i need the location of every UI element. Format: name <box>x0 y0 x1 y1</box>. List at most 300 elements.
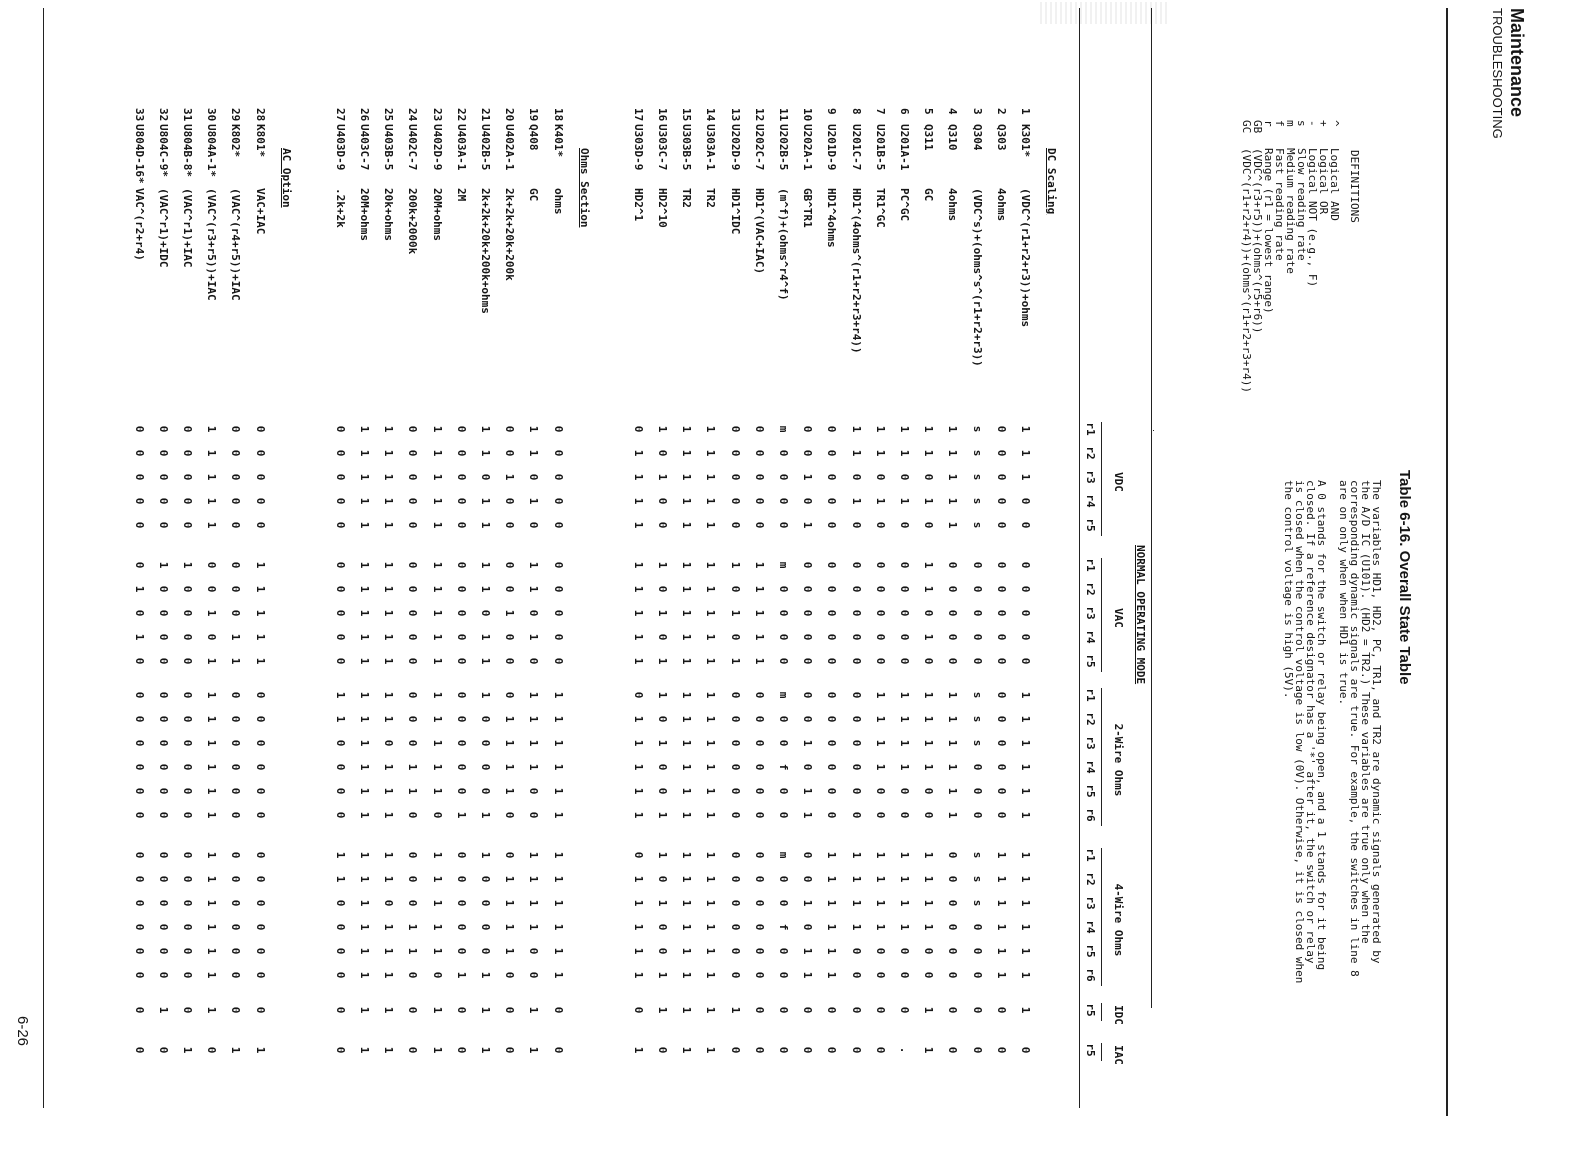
state-cell: 0 <box>333 739 347 747</box>
state-cell: 1 <box>1019 739 1032 747</box>
state-cell: 0 <box>922 787 936 795</box>
state-cell: 1 <box>527 691 541 699</box>
column-header: r2 <box>1084 446 1097 460</box>
state-cell: 0 <box>656 633 669 641</box>
state-cell: s <box>970 715 984 723</box>
row-reference: U303C-7 <box>656 124 669 171</box>
row-line-number: 6 <box>898 108 911 115</box>
state-cell: 1 <box>922 497 936 505</box>
state-cell: 0 <box>777 787 790 795</box>
state-cell: 0 <box>333 657 347 665</box>
state-cell: 1 <box>680 633 694 641</box>
state-cell: 0 <box>479 899 492 907</box>
row-logic: TR1^GC <box>873 188 887 228</box>
state-cell: 1 <box>825 851 839 859</box>
state-cell: 1 <box>680 923 694 931</box>
state-cell: 0 <box>946 923 960 931</box>
state-cell: 1 <box>801 811 815 819</box>
state-cell: 0 <box>551 657 565 665</box>
state-cell: 0 <box>752 787 766 795</box>
state-cell: 0 <box>527 657 541 665</box>
row-reference: U403C-7 <box>358 124 371 171</box>
state-cell: 0 <box>970 633 984 641</box>
row-logic: 20M+ohms <box>358 188 371 241</box>
state-cell: 0 <box>156 585 170 593</box>
row-reference: U201D-9 <box>825 124 839 171</box>
state-cell: 0 <box>849 609 863 617</box>
state-cell: 0 <box>253 763 267 771</box>
state-cell: 0 <box>1019 1046 1032 1054</box>
state-cell: 0 <box>229 923 243 931</box>
state-cell: 1 <box>229 1046 243 1054</box>
state-cell: 0 <box>253 739 267 747</box>
state-cell: 0 <box>333 449 347 457</box>
state-cell: 0 <box>825 561 839 569</box>
state-cell: 0 <box>873 585 887 593</box>
state-cell: 0 <box>503 691 517 699</box>
state-cell: 1 <box>430 1046 444 1054</box>
state-cell: 0 <box>752 851 766 859</box>
state-cell: 0 <box>551 585 565 593</box>
intro-line: the control voltage is high (5V). <box>1282 480 1295 699</box>
state-cell: 1 <box>1019 923 1032 931</box>
state-cell: 1 <box>503 763 517 771</box>
state-cell: 1 <box>631 763 645 771</box>
state-cell: 0 <box>849 521 863 529</box>
state-cell: 0 <box>181 425 194 433</box>
state-cell: 1 <box>181 561 194 569</box>
state-cell: 0 <box>994 425 1008 433</box>
state-cell: 0 <box>898 585 911 593</box>
state-cell: 0 <box>181 473 194 481</box>
state-cell: 1 <box>358 585 371 593</box>
state-cell: 1 <box>680 715 694 723</box>
state-cell: 0 <box>728 899 742 907</box>
state-cell: 0 <box>994 763 1008 771</box>
state-cell: 0 <box>229 449 243 457</box>
state-cell: 0 <box>132 763 146 771</box>
state-cell: 0 <box>777 473 790 481</box>
row-line-number: 1 <box>1019 108 1032 115</box>
state-cell: 0 <box>728 1046 742 1054</box>
state-cell: 0 <box>1019 521 1032 529</box>
row-reference: K801* <box>253 124 267 158</box>
state-cell: 0 <box>382 899 396 907</box>
row-logic: HD2^10 <box>656 188 669 228</box>
state-cell: 1 <box>680 425 694 433</box>
row-line-number: 3 <box>970 108 984 115</box>
state-cell: 0 <box>156 1046 170 1054</box>
state-cell: 0 <box>156 497 170 505</box>
row-logic: (VDC^(r1+r2+r3))+ohms <box>1019 188 1032 328</box>
state-cell: 0 <box>527 971 541 979</box>
state-cell: 0 <box>181 875 194 883</box>
row-line-number: 18 <box>551 108 565 122</box>
column-header: r3 <box>1084 736 1097 750</box>
state-cell: 0 <box>454 763 468 771</box>
row-reference: U804D-16* <box>132 124 146 184</box>
state-cell: 0 <box>728 585 742 593</box>
state-cell: 0 <box>132 609 146 617</box>
state-cell: 0 <box>551 561 565 569</box>
column-header: r3 <box>1084 896 1097 910</box>
state-cell: 0 <box>849 787 863 795</box>
state-cell: 0 <box>994 739 1008 747</box>
state-cell: 0 <box>849 715 863 723</box>
state-cell: 0 <box>551 633 565 641</box>
table-bottom-rule <box>43 8 44 1108</box>
row-reference: U402D-9 <box>430 124 444 171</box>
column-header-rule <box>1079 8 1080 1108</box>
row-line-number: 9 <box>825 108 839 115</box>
row-logic: TR2 <box>704 188 718 208</box>
state-cell: 1 <box>849 497 863 505</box>
state-cell: 1 <box>358 971 371 979</box>
state-cell: 0 <box>132 1006 146 1014</box>
state-cell: 1 <box>229 657 243 665</box>
row-reference: U402C-7 <box>406 124 420 171</box>
state-cell: 0 <box>752 1006 766 1014</box>
state-cell: 1 <box>946 497 960 505</box>
state-cell: 1 <box>873 899 887 907</box>
state-cell: 1 <box>946 425 960 433</box>
state-cell: 0 <box>752 449 766 457</box>
state-cell: 0 <box>181 923 194 931</box>
state-cell: 0 <box>132 811 146 819</box>
state-cell: 0 <box>406 585 420 593</box>
state-cell: 0 <box>728 763 742 771</box>
state-cell: 1 <box>631 875 645 883</box>
state-cell: 1 <box>551 899 565 907</box>
state-cell: 1 <box>551 691 565 699</box>
column-header: r2 <box>1084 582 1097 596</box>
state-cell: 0 <box>631 851 645 859</box>
state-cell: 1 <box>205 1006 219 1014</box>
state-cell: 0 <box>454 521 468 529</box>
state-cell: 1 <box>946 715 960 723</box>
state-cell: 0 <box>454 923 468 931</box>
state-cell: 1 <box>503 923 517 931</box>
state-cell: 1 <box>680 585 694 593</box>
state-cell: 1 <box>631 585 645 593</box>
state-cell: 0 <box>994 657 1008 665</box>
row-line-number: 10 <box>801 108 815 122</box>
state-cell: 0 <box>656 923 669 931</box>
state-cell: 0 <box>777 633 790 641</box>
row-logic: 4ohms <box>994 188 1008 222</box>
state-cell: 1 <box>631 521 645 529</box>
state-cell: 0 <box>801 561 815 569</box>
state-cell: 0 <box>503 585 517 593</box>
state-cell: 1 <box>873 851 887 859</box>
state-cell: 1 <box>946 787 960 795</box>
state-cell: 1 <box>922 899 936 907</box>
column-header: r1 <box>1084 848 1097 862</box>
row-reference: U303A-1 <box>704 124 718 171</box>
state-cell: 1 <box>994 875 1008 883</box>
state-cell: 0 <box>333 947 347 955</box>
state-cell: 0 <box>898 787 911 795</box>
state-cell: 0 <box>406 739 420 747</box>
state-cell: 0 <box>551 497 565 505</box>
section-title: Ohms Section <box>577 148 591 228</box>
state-cell: 1 <box>253 585 267 593</box>
state-cell: 0 <box>253 425 267 433</box>
row-reference: U202D-9 <box>728 124 742 171</box>
state-cell: 1 <box>680 947 694 955</box>
state-cell: 1 <box>205 739 219 747</box>
state-cell: 1 <box>454 811 468 819</box>
state-cell: 0 <box>156 449 170 457</box>
row-reference: U402A-1 <box>503 124 517 171</box>
state-cell: 0 <box>229 787 243 795</box>
state-cell: 1 <box>849 425 863 433</box>
intro-line: corresponding dynamic signals are true. For example, the switches in line 8 <box>1348 480 1361 977</box>
state-cell: 1 <box>156 1006 170 1014</box>
state-cell: 1 <box>479 521 492 529</box>
row-line-number: 15 <box>680 108 694 122</box>
state-cell: 0 <box>1019 633 1032 641</box>
definition-symbol: r <box>1262 120 1275 127</box>
state-cell: s <box>970 851 984 859</box>
state-cell: 0 <box>229 851 243 859</box>
state-cell: 0 <box>132 561 146 569</box>
state-cell: 0 <box>898 473 911 481</box>
state-cell: 1 <box>358 787 371 795</box>
state-cell: 0 <box>801 851 815 859</box>
state-cell: 0 <box>156 811 170 819</box>
state-cell: 0 <box>454 739 468 747</box>
state-cell: 1 <box>382 923 396 931</box>
row-logic: 20k+ohms <box>382 188 396 241</box>
row-logic: GC <box>922 188 936 202</box>
state-cell: 1 <box>1019 787 1032 795</box>
state-cell: 0 <box>898 1006 911 1014</box>
state-cell: 1 <box>527 1006 541 1014</box>
row-line-number: 22 <box>454 108 468 122</box>
state-cell: 0 <box>873 787 887 795</box>
state-cell: 0 <box>873 947 887 955</box>
state-cell: 0 <box>777 1046 790 1054</box>
state-cell: 1 <box>825 899 839 907</box>
state-cell: 0 <box>406 1006 420 1014</box>
state-cell: 1 <box>527 633 541 641</box>
state-cell: 1 <box>358 1006 371 1014</box>
row-line-number: 8 <box>849 108 863 115</box>
state-cell: 1 <box>656 851 669 859</box>
definition-text: (VDC^(r3+r5))+(ohms^(r5+r6)) <box>1251 148 1264 334</box>
state-cell: 0 <box>825 715 839 723</box>
state-cell: 0 <box>656 1046 669 1054</box>
state-cell: 0 <box>873 657 887 665</box>
state-cell: 1 <box>631 657 645 665</box>
state-cell: 1 <box>430 633 444 641</box>
row-reference: K401* <box>551 124 565 158</box>
state-cell: 1 <box>704 875 718 883</box>
state-cell: 1 <box>873 739 887 747</box>
definition-symbol: m <box>1284 120 1297 127</box>
state-cell: 0 <box>752 425 766 433</box>
state-cell: 0 <box>454 787 468 795</box>
state-cell: 0 <box>132 449 146 457</box>
column-header: r4 <box>1084 630 1097 644</box>
row-logic: (VAC^r1)+IDC <box>156 188 170 268</box>
row-line-number: 33 <box>132 108 146 122</box>
state-cell: 1 <box>873 449 887 457</box>
state-cell: 1 <box>922 851 936 859</box>
state-cell: 1 <box>479 497 492 505</box>
state-cell: 0 <box>1019 497 1032 505</box>
group-header: 2-Wire Ohms <box>1112 723 1125 797</box>
state-cell: 0 <box>728 473 742 481</box>
state-cell: 0 <box>333 521 347 529</box>
state-cell: 0 <box>503 521 517 529</box>
column-header: r1 <box>1084 558 1097 572</box>
state-cell: 0 <box>253 899 267 907</box>
state-cell: 1 <box>333 875 347 883</box>
state-cell: 1 <box>1019 811 1032 819</box>
state-cell: 1 <box>181 1046 194 1054</box>
state-cell: 0 <box>132 691 146 699</box>
definition-text: Logical AND <box>1328 148 1341 221</box>
state-cell: 1 <box>1019 473 1032 481</box>
state-cell: 1 <box>825 947 839 955</box>
column-header: r4 <box>1084 760 1097 774</box>
page-number: 6-26 <box>14 1016 31 1047</box>
state-cell: 0 <box>406 561 420 569</box>
state-cell: 0 <box>333 497 347 505</box>
state-cell: 0 <box>873 1046 887 1054</box>
state-cell: 1 <box>406 923 420 931</box>
state-cell: 1 <box>205 763 219 771</box>
state-cell: 0 <box>946 561 960 569</box>
state-cell: 0 <box>922 947 936 955</box>
state-cell: 0 <box>205 633 219 641</box>
state-cell: 1 <box>825 875 839 883</box>
row-reference: U804C-9* <box>156 124 170 177</box>
state-cell: 1 <box>430 497 444 505</box>
state-cell: 1 <box>205 497 219 505</box>
state-cell: 1 <box>656 609 669 617</box>
state-cell: 0 <box>156 739 170 747</box>
row-reference: Q311 <box>922 124 936 151</box>
state-cell: 0 <box>873 633 887 641</box>
section-title: AC Option <box>279 148 293 208</box>
state-cell: 1 <box>382 657 396 665</box>
state-cell: 1 <box>479 561 492 569</box>
state-cell: 0 <box>728 875 742 883</box>
state-cell: 1 <box>631 715 645 723</box>
state-cell: 0 <box>946 971 960 979</box>
state-cell: 1 <box>205 449 219 457</box>
row-line-number: 20 <box>503 108 517 122</box>
state-cell: 0 <box>406 449 420 457</box>
state-cell: 0 <box>132 521 146 529</box>
state-cell: 0 <box>527 521 541 529</box>
state-cell: 0 <box>946 657 960 665</box>
intro-line: closed. If a reference designator has a '*' after it, the switch or relay <box>1304 480 1317 964</box>
state-cell: 0 <box>849 561 863 569</box>
state-cell: 1 <box>333 715 347 723</box>
state-cell: 1 <box>406 947 420 955</box>
state-cell: 1 <box>922 633 936 641</box>
state-cell: 0 <box>205 1046 219 1054</box>
state-cell: 0 <box>181 1006 194 1014</box>
row-logic: 2k+2k+20k+200k <box>503 188 517 281</box>
state-cell: 1 <box>704 971 718 979</box>
state-cell: 1 <box>551 851 565 859</box>
column-header: r4 <box>1084 920 1097 934</box>
state-cell: 0 <box>181 947 194 955</box>
state-cell: 0 <box>656 763 669 771</box>
row-reference: Q310 <box>946 124 960 151</box>
row-reference: U804B-8* <box>181 124 194 177</box>
state-cell: 1 <box>656 691 669 699</box>
state-cell: s <box>970 691 984 699</box>
definition-text: (VDC^(r1+r2+r4))+(ohms^(r1+r2+r3+r4)) <box>1240 148 1253 394</box>
state-cell: 0 <box>503 1006 517 1014</box>
state-cell: 0 <box>656 497 669 505</box>
state-cell: 0 <box>156 425 170 433</box>
state-cell: 0 <box>181 851 194 859</box>
state-cell: 1 <box>253 657 267 665</box>
state-cell: 1 <box>430 787 444 795</box>
state-cell: 1 <box>205 691 219 699</box>
state-cell: 1 <box>656 739 669 747</box>
row-logic: .2k+2k <box>333 188 347 228</box>
state-cell: s <box>970 521 984 529</box>
row-logic: HD1^IDC <box>728 188 742 235</box>
state-cell: 1 <box>503 609 517 617</box>
state-cell: 0 <box>333 899 347 907</box>
state-cell: 1 <box>704 851 718 859</box>
state-cell: 0 <box>479 787 492 795</box>
state-cell: 1 <box>358 449 371 457</box>
state-cell: 0 <box>825 497 839 505</box>
state-cell: 0 <box>551 1006 565 1014</box>
row-logic: HD1^(VAC+IAC) <box>752 188 766 275</box>
state-cell: 1 <box>430 473 444 481</box>
state-cell: 0 <box>503 811 517 819</box>
state-cell: 0 <box>253 1006 267 1014</box>
row-reference: U303B-5 <box>680 124 694 171</box>
state-cell: 0 <box>801 715 815 723</box>
state-cell: 1 <box>898 497 911 505</box>
state-cell: 1 <box>479 1006 492 1014</box>
state-cell: 0 <box>503 657 517 665</box>
column-header: r2 <box>1084 872 1097 886</box>
state-cell: 0 <box>898 633 911 641</box>
state-cell: 1 <box>922 739 936 747</box>
state-cell: 1 <box>382 561 396 569</box>
state-cell: 0 <box>551 609 565 617</box>
state-cell: 1 <box>205 609 219 617</box>
state-cell: 0 <box>333 561 347 569</box>
state-cell: 1 <box>728 657 742 665</box>
state-cell: 0 <box>994 561 1008 569</box>
state-cell: 1 <box>253 1046 267 1054</box>
state-cell: 1 <box>922 1046 936 1054</box>
state-cell: 1 <box>801 521 815 529</box>
state-cell: 1 <box>825 971 839 979</box>
state-cell: 0 <box>752 521 766 529</box>
state-cell: 1 <box>430 715 444 723</box>
state-cell: 0 <box>752 473 766 481</box>
state-cell: 0 <box>406 811 420 819</box>
row-line-number: 16 <box>656 108 669 122</box>
state-cell: 0 <box>253 473 267 481</box>
row-reference: U403D-9 <box>333 124 347 171</box>
